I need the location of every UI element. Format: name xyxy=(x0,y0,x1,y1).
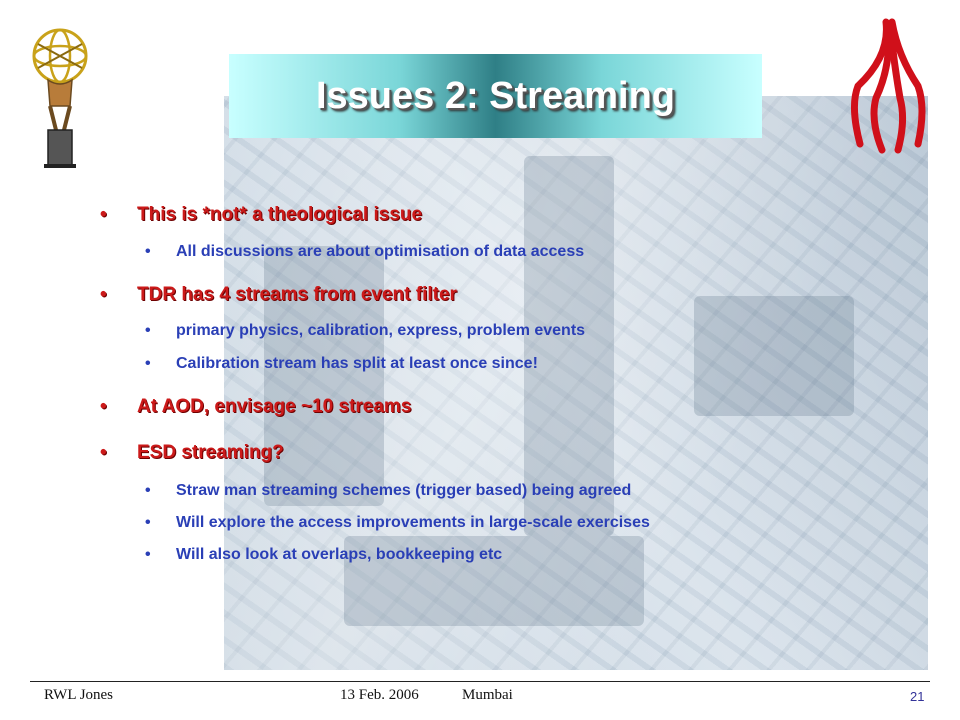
bullet-text: ESD streaming? xyxy=(137,442,284,463)
sub-bullet-text: Straw man streaming schemes (trigger based) being agreed xyxy=(176,482,632,499)
sub-bullet-text: Calibration stream has split at least once since! xyxy=(176,355,538,372)
bullet-text: This is *not* a theological issue xyxy=(137,204,423,225)
bullet-glyph: • xyxy=(145,482,151,499)
bullet-glyph: • xyxy=(100,204,107,225)
bullet-glyph: • xyxy=(145,355,151,372)
footer-location: Mumbai xyxy=(462,687,513,703)
footer-author: RWL Jones xyxy=(44,687,114,703)
sub-bullet-text: Will also look at overlaps, bookkeeping etc xyxy=(176,546,503,563)
bullet-glyph: • xyxy=(100,396,107,417)
sub-bullet-text: primary physics, calibration, express, problem events xyxy=(176,322,586,339)
sub-bullet-text: Will explore the access improvements in large-scale exercises xyxy=(176,514,650,531)
bullet-glyph: • xyxy=(145,514,151,531)
bullet-glyph: • xyxy=(100,442,107,463)
bullet-glyph: • xyxy=(100,284,107,305)
sub-bullet-text: All discussions are about optimisation of data access xyxy=(176,243,585,260)
footer-date: 13 Feb. 2006 xyxy=(340,687,419,703)
bullet-text: At AOD, envisage ~10 streams xyxy=(137,396,412,417)
footer-divider xyxy=(30,681,930,682)
bullet-glyph: • xyxy=(145,546,151,563)
bullet-glyph: • xyxy=(145,243,151,260)
bullet-text: TDR has 4 streams from event filter xyxy=(137,284,457,305)
page-number: 21 xyxy=(910,689,925,704)
bullet-glyph: • xyxy=(145,322,151,339)
slide-title: Issues 2: Streaming xyxy=(315,74,676,117)
